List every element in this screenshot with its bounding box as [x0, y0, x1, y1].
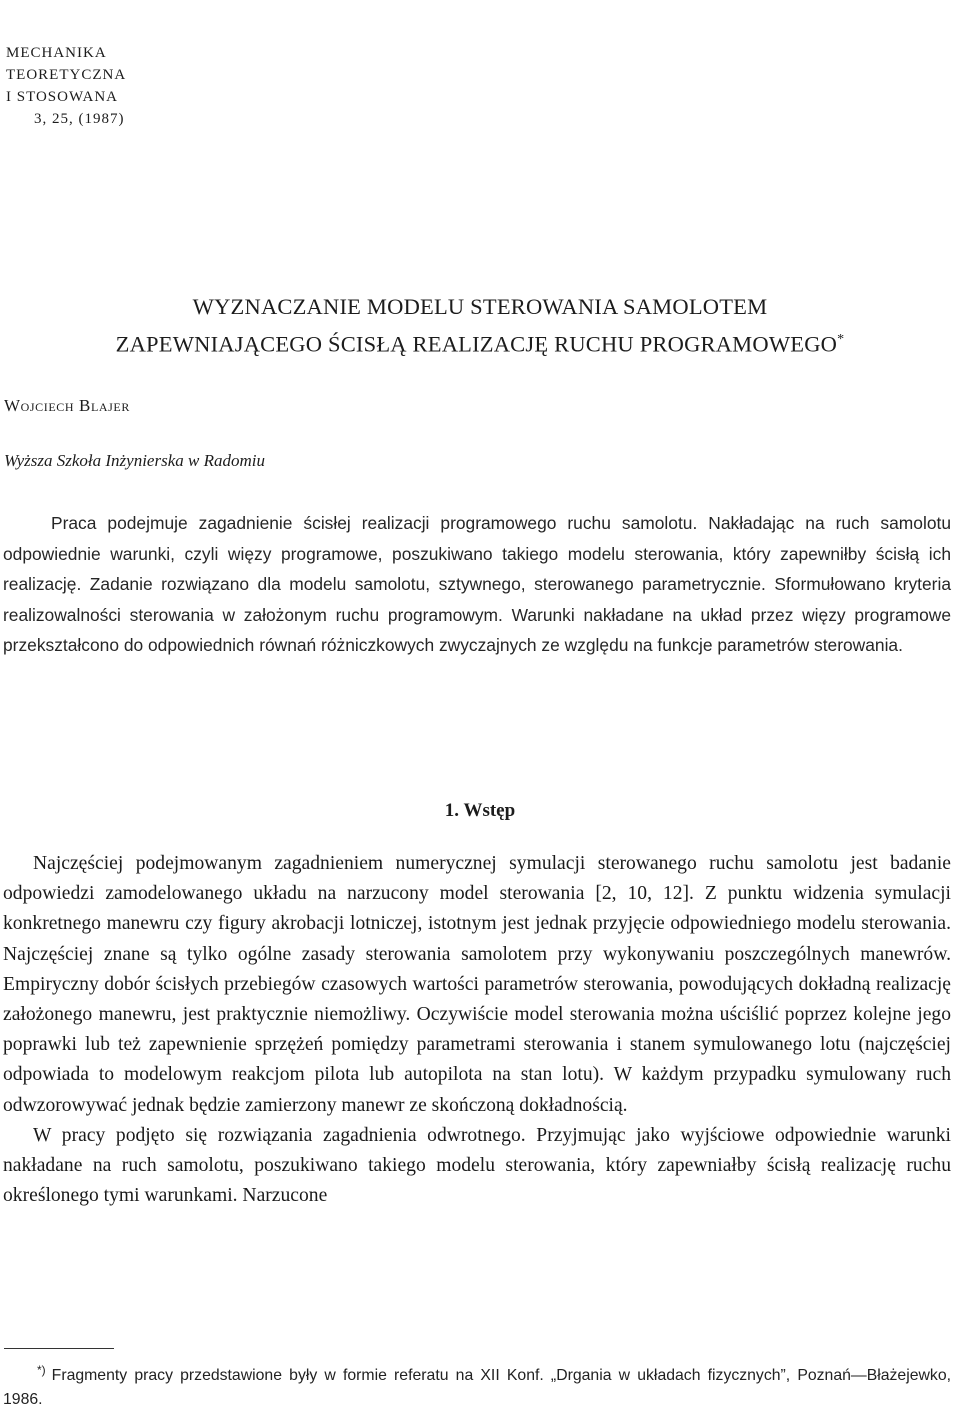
journal-issue: 3, 25, (1987) [34, 111, 125, 127]
title-footnote-mark: * [837, 332, 845, 347]
section-body [3, 849, 951, 1211]
paper-title [0, 290, 960, 361]
journal-name-line-2: TEORETYCZNA [6, 67, 127, 83]
paper-title-line-2 [0, 323, 960, 361]
paper-title-line-1: WYZNACZANIE MODELU STEROWANIA SAMOLOTEM [192, 294, 768, 319]
author-name: Wojciech Blajer [4, 396, 130, 415]
footnote-mark: *) [37, 1362, 46, 1377]
footnote-divider [4, 1348, 114, 1349]
journal-name-line-3: I STOSOWANA [6, 89, 118, 105]
body-paragraph-1: Najczęściej podejmowanym zagadnieniem numerycznej symulacji sterowanego ruchu samolotu jest badanie odpowiedzi zamodelowanego układu na narzucony model sterowania [2, 10, 12]. Z punktu widzenia symulacji konkretnego manewru czy figury akrobacji lotniczej, istotnym jest jednak przyjęcie odpowiedniego modelu sterowania. Najczęściej znane są tylko ogólne zasady sterowania samolotem przy wykonywaniu poszczególnych manewrów. Empiryczny dobór ścisłych przebiegów czasowych wartości parametrów sterowania, powodujących dokładną realizację założonego manewru, jest praktycznie niemożliwy. Oczywiście model sterowania można uściślić poprzez kolejne jego poprawki lub też zapewnienie sprzężeń pomiędzy parametrami sterowania i stanem symulowanego lotu (najczęściej odpowiada to modelowym reakcjom pilota lub autopilota na stan lotu). W każdym przypadku symulowany ruch odwzorowywać jednak będzie zamierzony manewr ze skończoną dokładnością. [3, 853, 951, 1116]
paper-title-line-2-text: ZAPEWNIAJĄCEGO ŚCISŁĄ REALIZACJĘ RUCHU PROGRAMOWEGO [115, 331, 838, 357]
body-paragraph-2: W pracy podjęto się rozwiązania zagadnienia odwrotnego. Przyjmując jako wyjściowe odpowiednie warunki nakładane na ruch samolotu, poszukiwano takiego modelu sterowania, który zapewniałby ścisłą realizację ruchu określonego tymi warunkami. Narzucone [3, 1124, 951, 1207]
footnote [3, 1364, 951, 1412]
abstract: Praca podejmuje zagadnienie ścisłej realizacji programowego ruchu samolotu. Nakładając na ruch samolotu odpowiednie warunki, czyli więzy programowe, poszukiwano takiego modelu sterowania, który zapewniłby ścisłą ich realizację. Zadanie rozwiązano dla modelu samolotu, sztywnego, sterowanego parametrycznie. Sformułowano kryteria realizowalności sterowania w założonym ruchu programowym. Warunki nakładane na układ przez więzy programowe przekształcono do odpowiednich równań różniczkowych zwyczajnych ze względu na funkcje parametrów sterowania. [3, 513, 951, 656]
author-affiliation: Wyższa Szkoła Inżynierska w Radomiu [4, 451, 265, 470]
footnote-text: Fragmenty pracy przedstawione były w formie referatu na XII Konf. „Drgania w układach fizycznych”, Poznań—Błażejewko, 1986. [3, 1367, 951, 1408]
journal-name-line-1: MECHANIKA [6, 45, 107, 61]
section-heading: 1. Wstęp [444, 800, 516, 821]
journal-header [6, 42, 126, 130]
